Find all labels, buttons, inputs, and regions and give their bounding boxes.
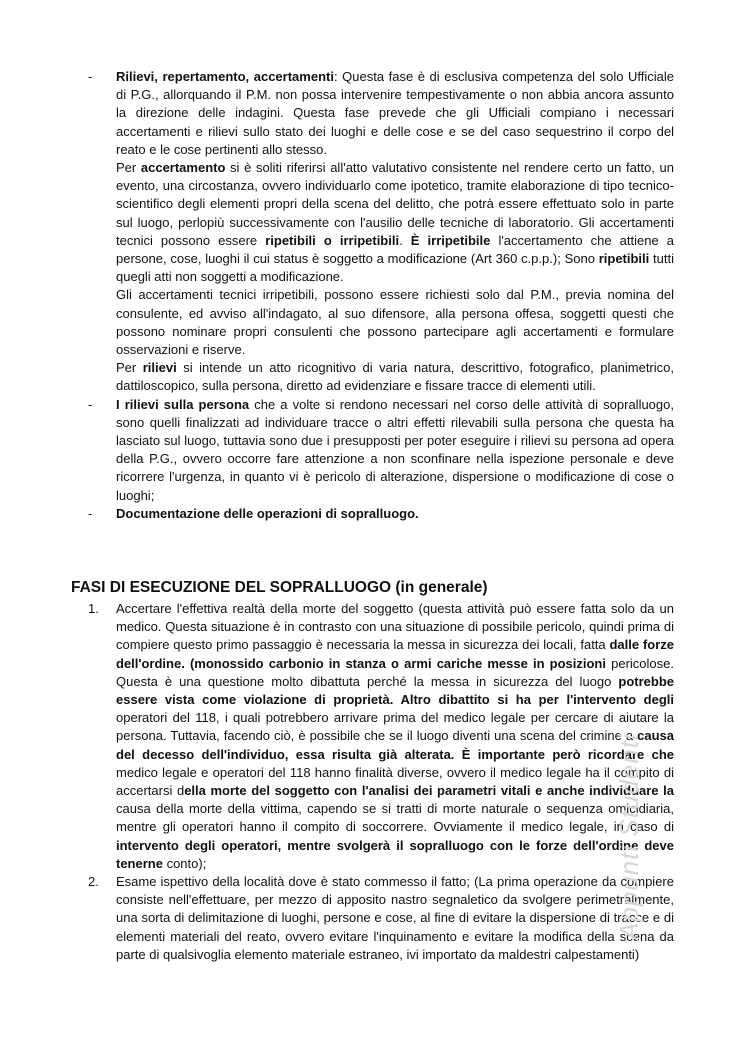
bullet-item-marker: - (88, 69, 93, 84)
bullet-item-body (116, 396, 674, 505)
bold-text: rilievi (142, 360, 177, 376)
text-run: pericolose. Questa è una questione molto dibattuta perché la messa in sicurezza del luogo (116, 655, 674, 689)
text-run: conto); (162, 855, 207, 871)
text-run: causa della morte della vittima, capendo se si tratti di morte naturale o sequenza omicidiaria, mentre gli operatori hanno il compito di soccorrere. Ovviamente il medico legale, in caso di (116, 801, 674, 835)
bold-text: potrebbe essere vista come violazione di proprietà. Altro dibattito si ha per l'intervento degli (116, 673, 674, 708)
text-run: l'accertamento che attiene a persone, cose, luoghi il cui status è soggetto a modificazione (Art 360 c.p.p.); Sono (116, 232, 674, 267)
text-run: tutti quegli atti non soggetti a modificazione. (116, 251, 674, 285)
text-run: operatori del 118, i quali potrebbero arrivare prima del medico legale per cercare di aiutare la persona. Tuttavia, facendo ciò, è possibile che se il luogo diventi una scena del crimine a (116, 710, 674, 744)
bullet-list (88, 68, 674, 523)
bullet-item-marker: - (88, 396, 93, 412)
paragraph (116, 286, 674, 359)
numbered-item-body (116, 873, 674, 964)
paragraph (116, 68, 674, 159)
numbered-item-body (116, 600, 674, 873)
text-run: : Questa fase è di esclusiva competenza del solo Ufficiale di P.G., allorquando il P.M. non possa intervenire tempestivamente o non abbia ancora assunto la direzione delle indagini. Questa fase prevede che gli Ufficiali compiano i necessari accertamenti e rilievi sullo stato dei luoghi e delle cose e se del caso sequestrino il corpo del reato e le cose pertinenti allo stesso. (116, 69, 675, 157)
bold-text: intervento degli operatori, mentre svolgerà il sopralluogo con le forze dell'ordine deve tenerne (116, 837, 674, 871)
paragraph (116, 159, 674, 286)
numbered-item-marker: 1. (88, 601, 99, 616)
bullet-item (88, 505, 674, 523)
watermark-text: Appunti Studenti (614, 733, 644, 940)
paragraph (116, 505, 674, 523)
text-run: . (399, 232, 411, 248)
bold-text: ripetibili (598, 251, 650, 267)
text-run: che a volte si rendono necessari nel corso delle attività di sopralluogo, sono quelli finalizzati ad individuare tracce o altri effetti rilevabili sulla persona che questa ha lasciato sul luogo, tuttavia sono due i presupposti per poter eseguire i rilievi su persona ad opera della P.G., ovvero occorre fare attenzione a non sconfinare nella ispezione personale e deve ricorrere l'urgenza, in quanto vi è pericolo di alterazione, dispersione o modificazione di cose o luoghi; (116, 396, 674, 503)
text-run: Gli accertamenti tecnici irripetibili, possono essere richiesti solo dal P.M., previa nomina del consulente, ed avviso all'indagato, al suo difensore, alla persona offesa, soggetti questi che possono nominare propri consulenti che possono partecipare agli accertamenti e formulare osservazioni e riserve. (116, 287, 674, 358)
numbered-item (88, 873, 674, 964)
bold-text: accertamento (140, 160, 226, 176)
numbered-item (88, 600, 674, 873)
bullet-item-body (116, 68, 674, 396)
bullet-item (88, 396, 674, 505)
bullet-item (88, 68, 674, 396)
paragraph (116, 396, 674, 505)
paragraph (116, 359, 674, 395)
numbered-list (88, 600, 674, 964)
bold-text: ripetibili o irripetibili (265, 232, 400, 248)
bold-text: Documentazione delle operazioni di sopralluogo. (116, 505, 419, 521)
text-run: Per (116, 160, 141, 176)
bold-text: Rilievi, repertamento, accertamenti (116, 69, 334, 84)
text-run: medico legale e operatori del 118 hanno finalità diverse, ovvero il medico legale ha il compito di accertarsi d (116, 764, 674, 799)
text-run: si intende un atto ricognitivo di varia natura, descrittivo, fotografico, planimetrico, dattiloscopico, sulla persona, diretto ad evidenziare e fissare tracce di elementi utili. (116, 360, 674, 394)
text-run: Esame ispettivo della località dove è stato commesso il fatto; (La prima operazione da compiere consiste nell'effettuare, per mezzo di apposito nastro segnaletico da svolgere perimetralmente, una sorta di delimitazione di luoghi, persone e cose, al fine di evitare la dispersione di tracce e di elementi materiali del reato, ovvero evitare l'inquinamento e evitare la modifica della scena da parte di qualsivoglia elemento materiale estraneo, ivi importato da maldestri calpestamenti) (116, 874, 674, 962)
bullet-item-marker: - (88, 505, 93, 521)
bold-text: È irripetibile (410, 232, 491, 248)
text-run: Accertare l'effettiva realtà della morte del soggetto (questa attività può essere fatta solo da un medico. Questa situazione è in contrasto con una situazione di possibile pericolo, quindi prima di compiere questo primo passaggio è necessaria la messa in sicurezza dei locali, fatta (116, 601, 674, 653)
bold-text: I rilievi sulla persona (116, 396, 250, 412)
paragraph (116, 873, 674, 964)
numbered-item-marker: 2. (88, 874, 99, 890)
bold-text: causa del decesso dell'individuo, essa risulta già alterata. È importante però ricordare che (116, 728, 674, 762)
text-run: si è soliti riferirsi all'atto valutativo consistente nel rendere certo un fatto, un evento, una circostanza, ovvero individuarlo come ipotetico, tramite elaborazione di tipo tecnico-scientifico degli elementi propri della scena del delitto, che potrà essere effettuato solo in parte sul luogo, perlopiù successivamente con l'ausilio delle tecniche di laboratorio. Gli accertamenti tecnici possono essere (116, 160, 675, 248)
bullet-item-body (116, 505, 674, 523)
section-title: FASI DI ESECUZIONE DEL SOPRALLUOGO (in generale) (71, 579, 488, 596)
bold-text: dalle forze dell'ordine. (monossido carbonio in stanza o armi cariche messe in posizioni (116, 637, 674, 671)
bold-text: ella morte del soggetto con l'analisi dei parametri vitali e anche individuare la (184, 783, 674, 799)
text-run: Per (116, 360, 143, 376)
paragraph (116, 600, 674, 873)
